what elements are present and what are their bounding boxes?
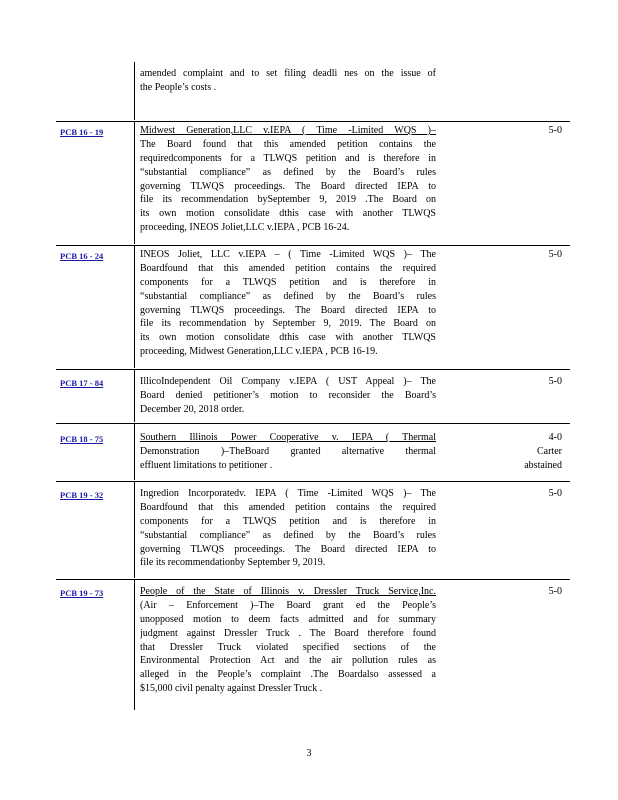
text-line: proceeding, Midwest Generation,LLC v.IEPA , PCB 16-19. (140, 346, 378, 358)
case-description (140, 124, 436, 235)
page-number: 3 (306, 748, 312, 759)
text-line: its own motion consolidate dthis case with another TLWQS (140, 208, 436, 220)
column-divider (134, 62, 135, 120)
text-line: Environmental Protection Act and the air pollution rules as (140, 655, 436, 667)
text-line: Boardfound that this amended petition contains the required (140, 501, 436, 513)
text-line: judgment against Dressler Truck . The Board therefore found (140, 627, 436, 639)
vote-note: abstained (524, 460, 562, 471)
case-caption: IllicoIndependent Oil Company v.IEPA ( UST Appeal )– The (140, 376, 436, 387)
text-line: components for a TLWQS petition and is therefore in (140, 276, 436, 288)
case-caption: Ingredion Incorporatedv. IEPA ( Time -Limited WQS )– The (140, 488, 436, 499)
row-separator (56, 481, 570, 482)
vote-note: Carter (537, 446, 562, 457)
text-line: governing TLWQS proceedings. The Board directed IEPA to (140, 304, 436, 316)
text-line: amended complaint and to set filing deadli nes on the issue of (140, 68, 436, 79)
text-line: requiredcomponents for a TLWQS petition and is therefore in (140, 152, 436, 164)
column-divider (134, 424, 135, 480)
vote-result (492, 124, 562, 138)
text-line: December 20, 2018 order. (140, 403, 245, 415)
vote-count: 5-0 (548, 125, 562, 136)
vote-count: 5-0 (548, 488, 562, 499)
case-description (140, 248, 436, 359)
case-description (140, 585, 436, 696)
case-caption: Southern Illinois Power Cooperative v. IEPA ( Thermal (140, 432, 436, 443)
vote-count: 4-0 (548, 432, 562, 443)
row-separator (56, 245, 570, 246)
vote-count: 5-0 (548, 376, 562, 387)
text-line: alleged in the People’s complaint .The Boardalso assessed a (140, 669, 436, 681)
vote-result (502, 431, 562, 473)
text-line: file its recommendation by September 9, 2019. The Board on (140, 318, 436, 330)
case-number-link[interactable]: PCB 19 - 32 (60, 490, 104, 500)
text-line: its own motion consolidate dthis case with another TLWQS (140, 332, 436, 344)
case-number-link[interactable]: PCB 17 - 84 (60, 378, 104, 388)
column-divider (134, 370, 135, 422)
case-description (140, 431, 436, 473)
case-caption: Midwest Generation,LLC v.IEPA ( Time -Limited WQS )– (140, 125, 436, 136)
text-line: (Air – Enforcement )–The Board grant ed the People’s (140, 599, 436, 611)
text-line: governing TLWQS proceedings. The Board directed IEPA to (140, 180, 436, 192)
vote-count: 5-0 (548, 249, 562, 260)
text-line: Boardfound that this amended petition contains the required (140, 262, 436, 274)
row-separator (56, 369, 570, 370)
case-number-link[interactable]: PCB 16 - 24 (60, 251, 104, 261)
case-description (140, 375, 436, 417)
text-line: proceeding, INEOS Joliet,LLC v.IEPA , PCB 16-24. (140, 222, 350, 234)
text-line: file its recommendationby September 9, 2019. (140, 557, 326, 569)
case-caption: INEOS Joliet, LLC v.IEPA – ( Time -Limited WQS )– The (140, 249, 436, 260)
vote-result (492, 248, 562, 262)
text-line: The Board found that this amended petition contains the (140, 138, 436, 150)
case-number-link[interactable]: PCB 19 - 73 (60, 588, 104, 598)
text-line: effluent limitations to petitioner . (140, 459, 273, 471)
vote-result (492, 375, 562, 389)
column-divider (134, 122, 135, 244)
case-description (140, 487, 436, 570)
text-line: governing TLWQS proceedings. The Board directed IEPA to (140, 543, 436, 555)
case-number-link[interactable]: PCB 16 - 19 (60, 127, 104, 137)
text-line: the People’s costs . (140, 81, 217, 93)
continued-description (140, 67, 436, 95)
case-caption: People of the State of Illinois v. Dressler Truck Service,Inc. (140, 586, 436, 597)
text-line: $15,000 civil penalty against Dressler Truck . (140, 683, 323, 695)
vote-count: 5-0 (548, 586, 562, 597)
vote-result (492, 585, 562, 599)
text-line: “substantial compliance” as defined by the Board’s rules (140, 166, 436, 178)
text-line: file its recommendation bySeptember 9, 2019 .The Board on (140, 194, 436, 206)
row-separator (56, 121, 570, 122)
text-line: unopposed motion to deem facts admitted and for summary (140, 613, 436, 625)
vote-result (492, 487, 562, 501)
column-divider (134, 580, 135, 710)
text-line: “substantial compliance” as defined by the Board’s rules (140, 529, 436, 541)
text-line: “substantial compliance” as defined by the Board’s rules (140, 290, 436, 302)
text-line: Demonstration )–TheBoard granted alternative thermal (140, 445, 436, 457)
case-number-link[interactable]: PCB 18 - 75 (60, 434, 104, 444)
row-separator (56, 423, 570, 424)
text-line: that Dressler Truck violated specified sections of the (140, 641, 436, 653)
column-divider (134, 482, 135, 578)
text-line: Board denied petitioner’s motion to reconsider the Board’s (140, 389, 436, 401)
text-line: components for a TLWQS petition and is therefore in (140, 515, 436, 527)
column-divider (134, 246, 135, 368)
row-separator (56, 579, 570, 580)
